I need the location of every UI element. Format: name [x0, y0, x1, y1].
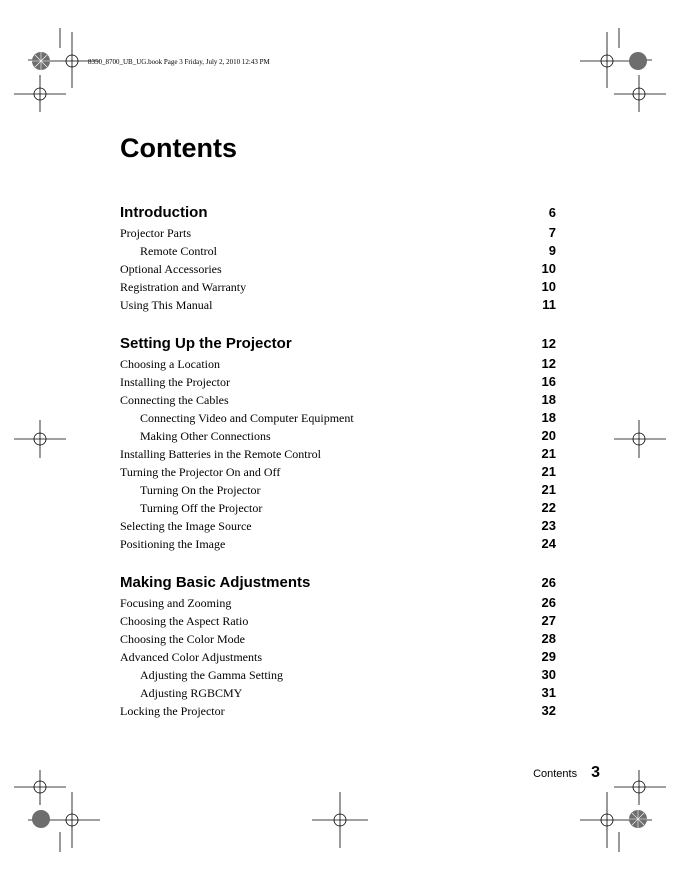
entry-page-number: 24	[541, 536, 556, 551]
entry-title: Locking the Projector	[120, 704, 225, 718]
page-footer	[533, 764, 600, 782]
entry-title: Remote Control	[140, 244, 217, 258]
entry-page-number: 30	[541, 667, 556, 682]
entry-title: Using This Manual	[120, 298, 213, 312]
entry-title: Adjusting RGBCMY	[140, 686, 243, 700]
entry-page-number: 16	[541, 374, 556, 389]
section-heading[interactable]	[120, 574, 556, 595]
toc-entry[interactable]	[120, 631, 556, 649]
toc-entry[interactable]	[120, 613, 556, 631]
toc-subentry[interactable]	[120, 410, 556, 428]
entry-title: Connecting the Cables	[120, 393, 229, 407]
section-heading[interactable]	[120, 204, 556, 225]
entry-title: Choosing the Aspect Ratio	[120, 614, 249, 628]
entry-title: Making Other Connections	[140, 429, 271, 443]
section-heading[interactable]	[120, 335, 556, 356]
book-header-note: 8350_8700_UB_UG.book Page 3 Friday, July 2, 2010 12:43 PM	[88, 58, 270, 66]
entry-title: Turning the Projector On and Off	[120, 465, 281, 479]
entry-page-number: 11	[542, 297, 556, 312]
entry-title: Positioning the Image	[120, 537, 226, 551]
table-of-contents	[120, 204, 556, 741]
toc-entry[interactable]	[120, 649, 556, 667]
entry-title: Turning Off the Projector	[140, 501, 263, 515]
entry-title: Installing the Projector	[120, 375, 230, 389]
toc-subentry[interactable]	[120, 428, 556, 446]
entry-title: Optional Accessories	[120, 262, 222, 276]
toc-section	[120, 335, 556, 554]
section-page-number: 6	[548, 205, 556, 220]
toc-subentry[interactable]	[120, 685, 556, 703]
section-page-number: 26	[541, 575, 556, 590]
toc-entry[interactable]	[120, 464, 556, 482]
entry-page-number: 32	[541, 703, 556, 718]
toc-subentry[interactable]	[120, 482, 556, 500]
entry-page-number: 18	[541, 410, 556, 425]
entry-page-number: 21	[541, 464, 556, 479]
toc-entry[interactable]	[120, 703, 556, 721]
toc-section	[120, 204, 556, 315]
toc-entry[interactable]	[120, 536, 556, 554]
footer-label: Contents	[533, 768, 578, 780]
entry-page-number: 23	[541, 518, 556, 533]
entry-page-number: 10	[541, 261, 556, 276]
toc-entry[interactable]	[120, 374, 556, 392]
entry-page-number: 22	[541, 500, 556, 515]
toc-entry[interactable]	[120, 595, 556, 613]
toc-entry[interactable]	[120, 225, 556, 243]
entry-page-number: 31	[541, 685, 556, 700]
entry-title: Projector Parts	[120, 226, 191, 240]
entry-page-number: 21	[541, 446, 556, 461]
section-page-number: 12	[541, 336, 556, 351]
toc-subentry[interactable]	[120, 243, 556, 261]
toc-subentry[interactable]	[120, 667, 556, 685]
entry-title: Installing Batteries in the Remote Control	[120, 447, 321, 461]
toc-section	[120, 574, 556, 721]
entry-title: Focusing and Zooming	[120, 596, 232, 610]
entry-page-number: 18	[541, 392, 556, 407]
entry-title: Connecting Video and Computer Equipment	[140, 411, 354, 425]
page-title: Contents	[120, 133, 237, 163]
toc-entry[interactable]	[120, 446, 556, 464]
toc-entry[interactable]	[120, 356, 556, 374]
toc-entry[interactable]	[120, 297, 556, 315]
toc-entry[interactable]	[120, 392, 556, 410]
entry-page-number: 26	[541, 595, 556, 610]
section-title: Making Basic Adjustments	[120, 574, 311, 591]
toc-entry[interactable]	[120, 518, 556, 536]
entry-title: Selecting the Image Source	[120, 519, 252, 533]
entry-page-number: 28	[541, 631, 556, 646]
toc-entry[interactable]	[120, 279, 556, 297]
entry-title: Choosing a Location	[120, 357, 220, 371]
entry-page-number: 27	[541, 613, 556, 628]
entry-page-number: 29	[541, 649, 556, 664]
entry-title: Adjusting the Gamma Setting	[140, 668, 283, 682]
entry-page-number: 10	[541, 279, 556, 294]
entry-title: Registration and Warranty	[120, 280, 247, 294]
toc-subentry[interactable]	[120, 500, 556, 518]
section-title: Introduction	[120, 204, 208, 221]
entry-page-number: 12	[541, 356, 556, 371]
entry-page-number: 21	[541, 482, 556, 497]
section-title: Setting Up the Projector	[120, 335, 292, 352]
entry-page-number: 7	[548, 225, 556, 240]
entry-title: Advanced Color Adjustments	[120, 650, 262, 664]
page-number: 3	[591, 764, 600, 781]
entry-title: Choosing the Color Mode	[120, 632, 245, 646]
entry-title: Turning On the Projector	[140, 483, 261, 497]
toc-entry[interactable]	[120, 261, 556, 279]
entry-page-number: 9	[548, 243, 556, 258]
entry-page-number: 20	[541, 428, 556, 443]
